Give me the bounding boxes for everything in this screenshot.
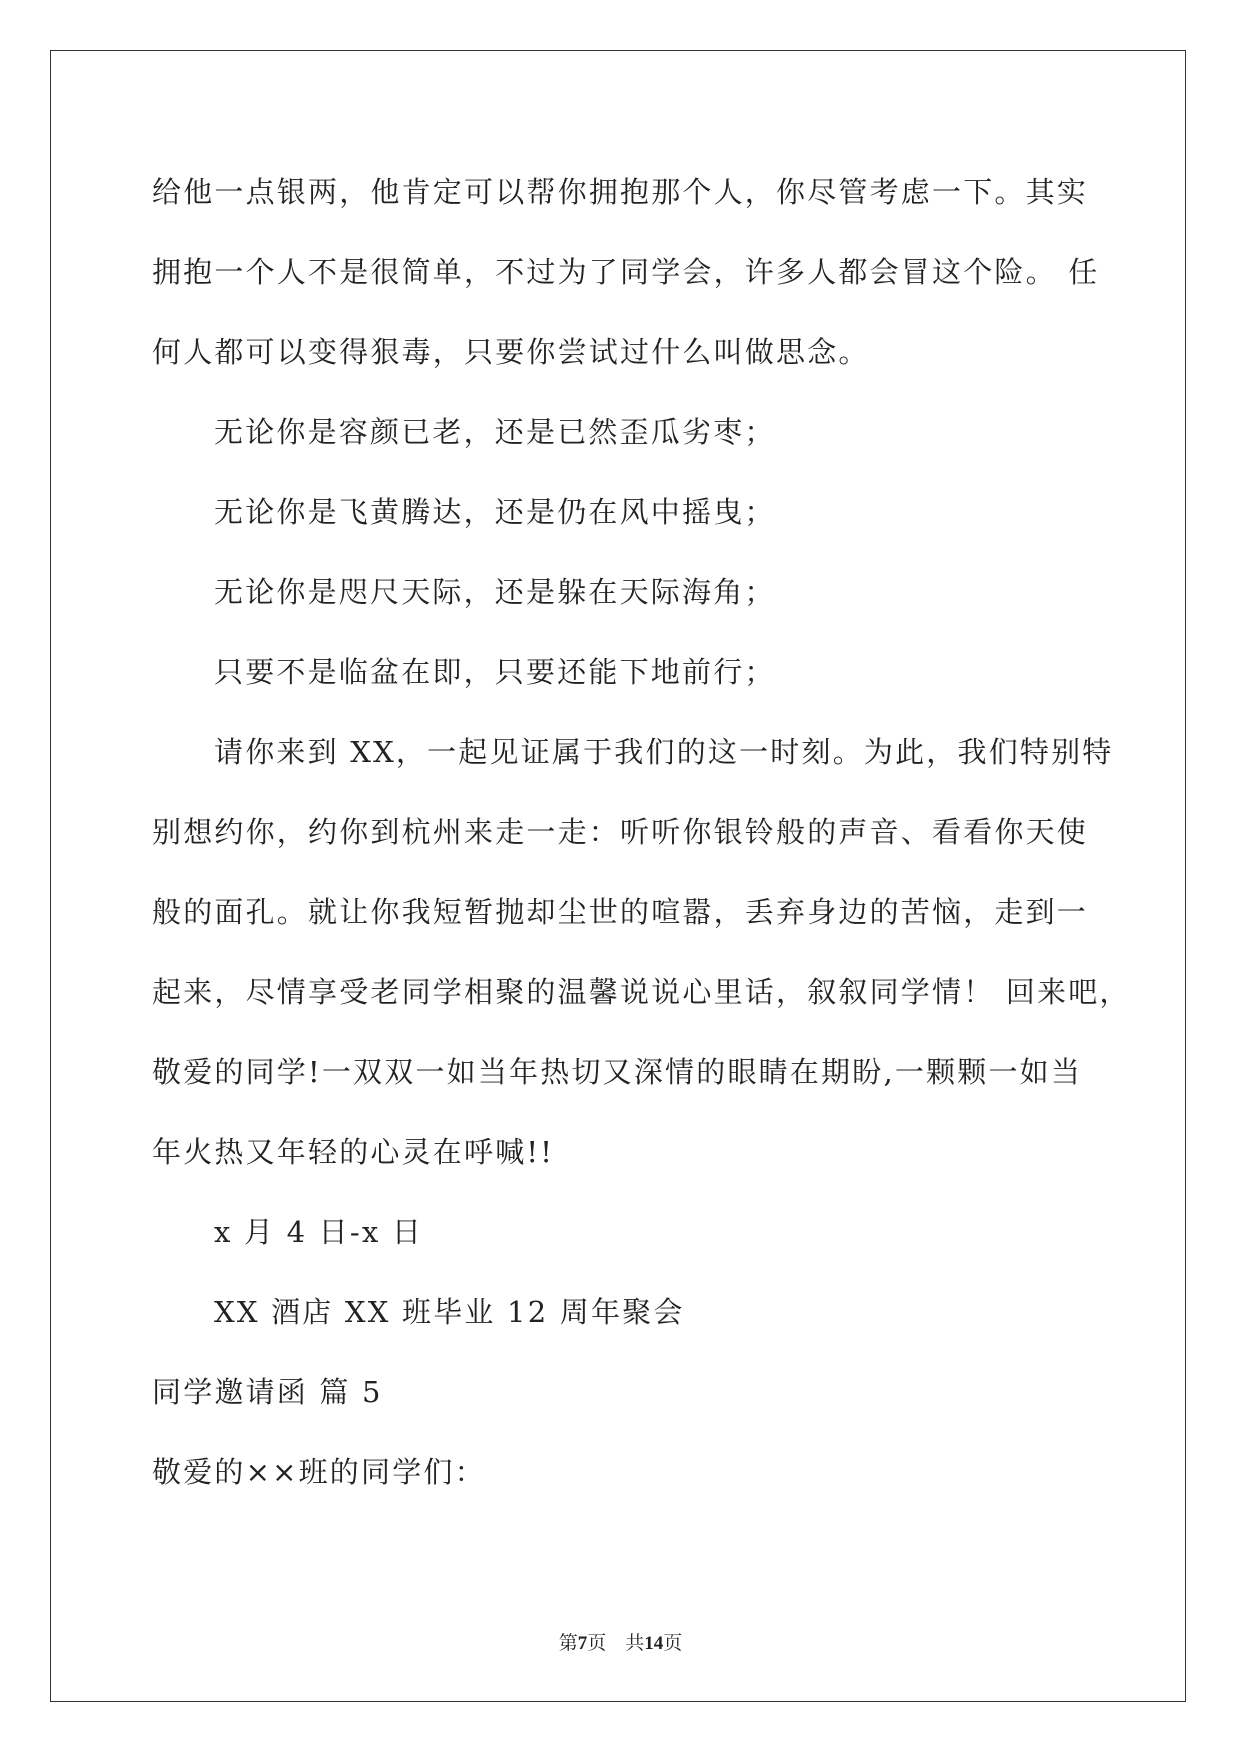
paragraph-line: 起来，尽情享受老同学相聚的温馨说说心里话，叙叙同学情！ 回来吧， bbox=[152, 975, 1131, 1009]
current-page-number: 7 bbox=[577, 1633, 588, 1654]
venue-line: XX 酒店 XX 班毕业 12 周年聚会 bbox=[214, 1295, 685, 1329]
page-footer bbox=[0, 1628, 1241, 1655]
footer-prefix: 第 bbox=[558, 1632, 578, 1654]
paragraph-line: 请你来到 XX，一起见证属于我们的这一时刻。为此，我们特别特 bbox=[214, 735, 1114, 769]
paragraph-line: 无论你是咫尺天际，还是躲在天际海角； bbox=[214, 575, 776, 609]
footer-suffix: 页 bbox=[663, 1632, 683, 1654]
salutation: 敬爱的××班的同学们： bbox=[152, 1455, 486, 1489]
paragraph-line: 何人都可以变得狠毒，只要你尝试过什么叫做思念。 bbox=[152, 335, 870, 369]
section-heading: 同学邀请函 篇 5 bbox=[152, 1375, 383, 1409]
date-line: x 月 4 日-x 日 bbox=[214, 1215, 424, 1249]
paragraph-line: 别想约你，约你到杭州来走一走：听听你银铃般的声音、看看你天使 bbox=[152, 815, 1089, 849]
paragraph-line: 给他一点银两，他肯定可以帮你拥抱那个人，你尽管考虑一下。其实 bbox=[152, 175, 1089, 209]
paragraph-line: 无论你是容颜已老，还是已然歪瓜劣枣； bbox=[214, 415, 776, 449]
paragraph-line: 般的面孔。就让你我短暂抛却尘世的喧嚣，丢弃身边的苦恼，走到一 bbox=[152, 895, 1089, 929]
paragraph-line: 拥抱一个人不是很简单，不过为了同学会，许多人都会冒这个险。 任 bbox=[152, 255, 1100, 289]
paragraph-line: 无论你是飞黄腾达，还是仍在风中摇曳； bbox=[214, 495, 776, 529]
paragraph-line: 年火热又年轻的心灵在呼喊!! bbox=[152, 1135, 555, 1169]
paragraph-line: 只要不是临盆在即，只要还能下地前行； bbox=[214, 655, 776, 689]
paragraph-line: 敬爱的同学!一双双一如当年热切又深情的眼睛在期盼,一颗颗一如当 bbox=[152, 1055, 1083, 1089]
total-page-count: 14 bbox=[644, 1633, 664, 1654]
footer-mid: 页 共 bbox=[587, 1632, 645, 1654]
